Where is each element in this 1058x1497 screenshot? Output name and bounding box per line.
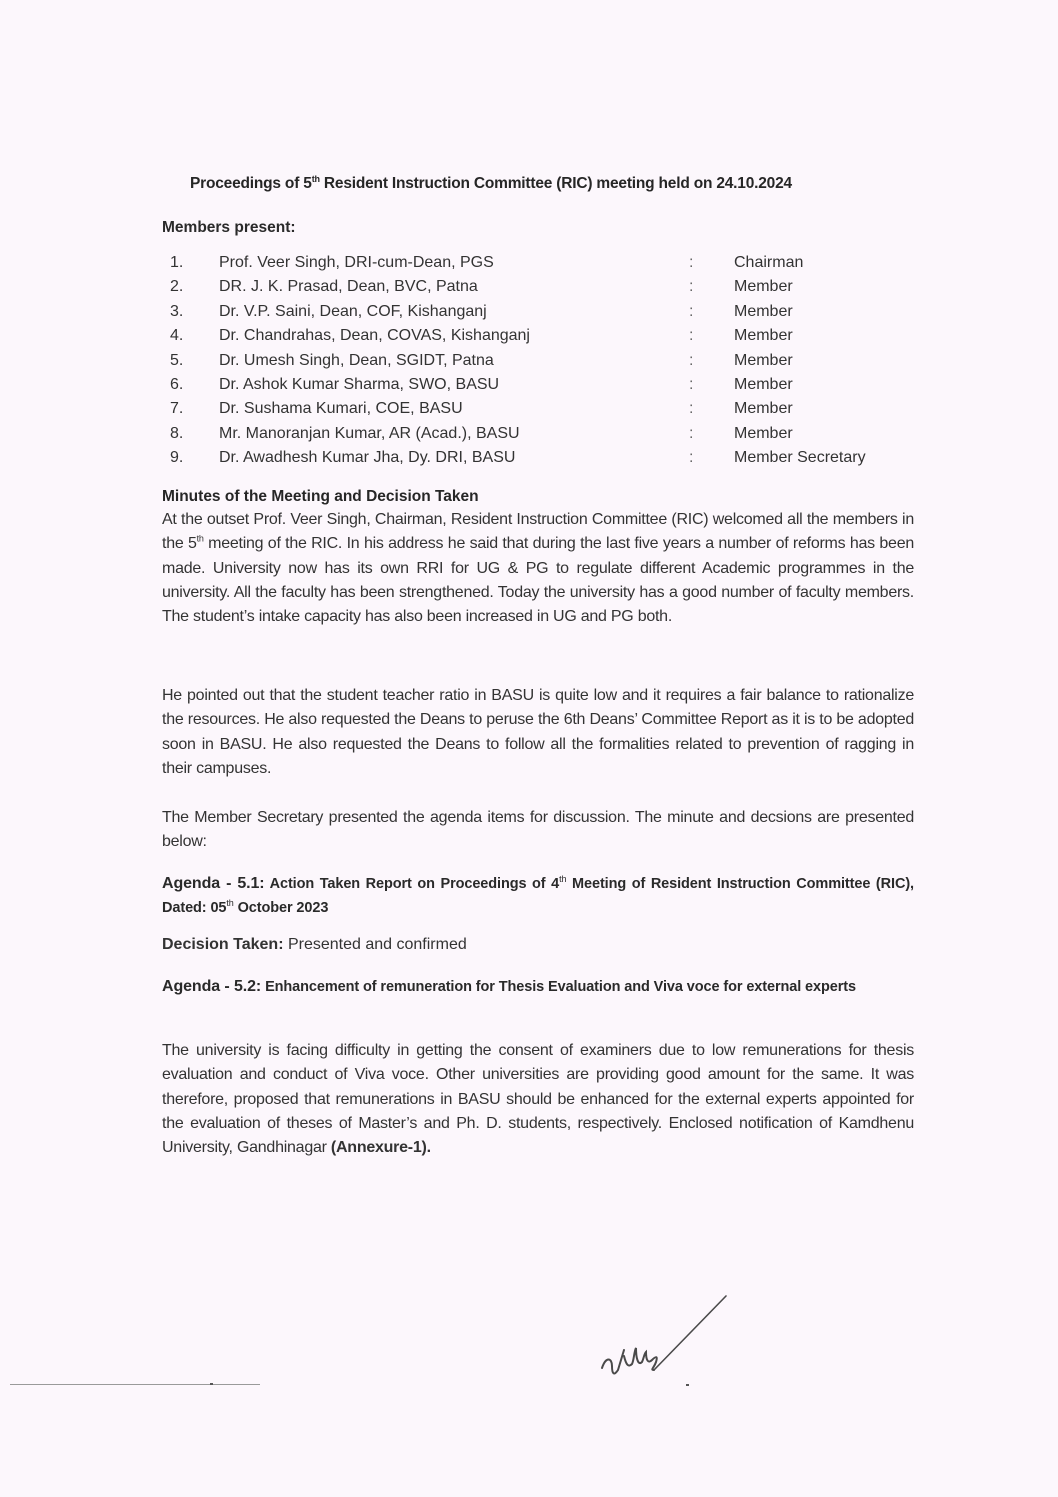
member-role: Member xyxy=(734,375,793,393)
member-name: Dr. Ashok Kumar Sharma, SWO, BASU xyxy=(219,375,500,393)
scan-mark xyxy=(686,1384,689,1386)
member-role: Member xyxy=(734,302,793,320)
document-title xyxy=(190,175,890,193)
member-role: Member Secretary xyxy=(734,449,866,467)
member-name: Prof. Veer Singh, DRI-cum-Dean, PGS xyxy=(219,254,494,271)
member-name: Dr. Umesh Singh, Dean, SGIDT, Patna xyxy=(219,351,494,369)
member-row xyxy=(162,425,902,449)
member-row xyxy=(162,352,902,376)
member-row xyxy=(162,278,902,302)
member-name: Dr. Awadhesh Kumar Jha, Dy. DRI, BASU xyxy=(219,449,516,467)
member-row xyxy=(162,376,902,400)
member-row xyxy=(162,400,902,424)
chairman-remarks-paragraph: He pointed out that the student teacher ratio in BASU is quite low and it requires a fair balance to rationalize the resources. He also requested the Deans to peruse the 6th Deans’ Committee Report as it is to be adopted soon in BASU. He also requested the Deans to follow all the formalities related to prevention of ragging in their campuses. xyxy=(162,687,914,777)
member-colon: : xyxy=(689,424,694,442)
member-name: Dr. Sushama Kumari, COE, BASU xyxy=(219,400,463,418)
agenda-text: October 2023 xyxy=(233,900,329,916)
member-number: 2. xyxy=(170,278,184,296)
member-name: Dr. Chandrahas, Dean, COVAS, Kishanganj xyxy=(219,327,530,345)
superscript: th xyxy=(226,898,234,909)
member-number: 9. xyxy=(170,449,184,467)
member-role: Chairman xyxy=(734,254,804,271)
members-list xyxy=(162,254,902,474)
decision-5-1 xyxy=(162,936,467,954)
signature-icon xyxy=(600,1290,740,1390)
member-row xyxy=(162,327,902,351)
member-name: Mr. Manoranjan Kumar, AR (Acad.), BASU xyxy=(219,424,520,442)
member-colon: : xyxy=(689,254,694,271)
member-role: Member xyxy=(734,351,793,369)
member-name: DR. J. K. Prasad, Dean, BVC, Patna xyxy=(219,278,478,296)
member-row xyxy=(162,449,902,473)
member-number: 5. xyxy=(170,351,184,369)
member-colon: : xyxy=(689,302,694,320)
member-number: 6. xyxy=(170,375,184,393)
member-role: Member xyxy=(734,424,793,442)
agenda-text: Meeting of Resident Instruction Committee (RIC), Dated: 05 xyxy=(162,876,914,916)
agenda-5-2 xyxy=(162,975,914,999)
member-number: 7. xyxy=(170,400,184,418)
member-number: 8. xyxy=(170,424,184,442)
footer-rule xyxy=(10,1384,260,1385)
agenda-5-1 xyxy=(162,872,914,920)
member-row xyxy=(162,254,902,278)
paragraph-text: meeting of the RIC. In his address he said that during the last five years a number of reforms has been made. University now has its own RRI for UG & PG to regulate different Academic programmes in the university. All the faculty has been strengthened. Today the university has a good number of faculty members. The student’s intake capacity has also been increased in UG and PG both. xyxy=(162,535,914,626)
member-name: Dr. V.P. Saini, Dean, COF, Kishanganj xyxy=(219,302,487,320)
decision-label: Decision Taken: xyxy=(162,936,284,953)
decision-text: Presented and confirmed xyxy=(283,936,467,953)
agenda-intro-paragraph: The Member Secretary presented the agenda items for discussion. The minute and decsions are presented below: xyxy=(162,809,914,851)
superscript: th xyxy=(196,533,204,544)
member-role: Member xyxy=(734,400,793,418)
annexure-reference: (Annexure-1). xyxy=(330,1139,431,1157)
member-colon: : xyxy=(689,351,694,369)
member-role: Member xyxy=(734,327,793,345)
member-number: 4. xyxy=(170,327,184,345)
member-row xyxy=(162,303,902,327)
paragraph-text: The university is facing difficulty in getting the consent of examiners due to low remunerations for thesis evaluation and conduct of Viva voce. Other universities are providing good amount for the same. It was therefore, proposed that remunerations in BASU should be enhanced for the external experts appointed for the evaluation of theses of Master’s and Ph. D. students, respectively. Enclosed notification of Kamdhenu University, Gandhinagar xyxy=(162,1042,914,1157)
paragraph-text: At the outset Prof. Veer Singh, Chairman, Resident Instruction Committee (RIC) welcomed all the members in the 5 xyxy=(162,511,914,553)
agenda-label: Agenda - 5.1: xyxy=(162,875,265,892)
title-text: Proceedings of 5 xyxy=(190,175,312,192)
agenda-label: Agenda - 5.2: xyxy=(162,978,262,995)
remuneration-paragraph xyxy=(162,1039,914,1160)
member-colon: : xyxy=(689,375,694,393)
superscript: th xyxy=(559,874,567,885)
agenda-text: Enhancement of remuneration for Thesis Evaluation and Viva voce for external experts xyxy=(261,979,856,995)
member-number: 1. xyxy=(170,254,184,271)
agenda-text: Action Taken Report on Proceedings of 4 xyxy=(264,876,560,892)
scan-mark xyxy=(210,1383,213,1385)
member-number: 3. xyxy=(170,302,184,320)
member-colon: : xyxy=(689,327,694,345)
title-superscript: th xyxy=(311,173,320,184)
members-heading: Members present: xyxy=(162,219,296,236)
member-colon: : xyxy=(689,278,694,296)
member-colon: : xyxy=(689,400,694,418)
minutes-heading: Minutes of the Meeting and Decision Taken xyxy=(162,488,479,505)
member-colon: : xyxy=(689,449,694,467)
opening-paragraph xyxy=(162,508,914,629)
member-role: Member xyxy=(734,278,793,296)
title-text-suffix: Resident Instruction Committee (RIC) meeting held on 24.10.2024 xyxy=(319,175,792,192)
